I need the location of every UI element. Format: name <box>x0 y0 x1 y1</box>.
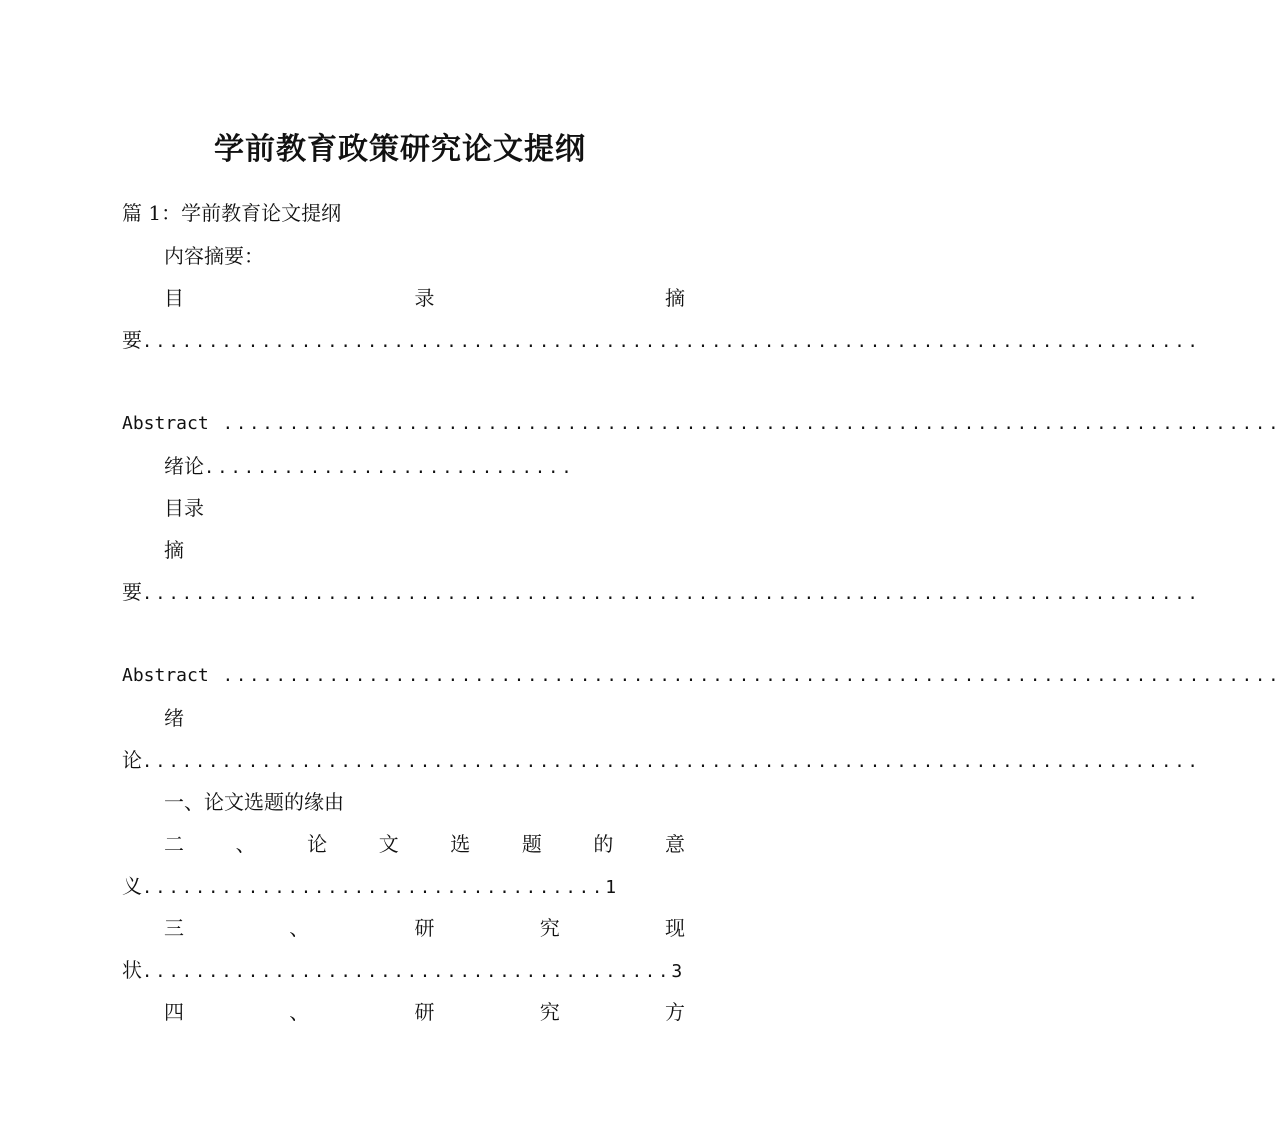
toc-char: 究 <box>539 916 560 940</box>
section-label: 篇 1：学前教育论文提纲 <box>122 201 342 225</box>
dot-leader: ............................ <box>204 458 575 478</box>
toc-entry-introduction <box>164 451 685 481</box>
toc-char: 、 <box>289 1000 310 1024</box>
page-number: 1 <box>605 877 617 898</box>
toc-item-2-spread <box>164 829 685 859</box>
dot-leader: ................................................................................ <box>142 584 1201 604</box>
toc-entry-label: 绪论 <box>164 454 204 478</box>
toc-char: 目 <box>164 286 184 310</box>
toc-char: 四 <box>164 1000 184 1024</box>
toc-entry-label: 要 <box>122 328 142 352</box>
toc-item-3-cont <box>122 955 685 985</box>
toc-char: 现 <box>665 916 685 940</box>
summary-label: 内容摘要： <box>164 244 264 268</box>
toc-item-3-spread <box>164 913 685 943</box>
toc-char: 文 <box>378 832 399 856</box>
toc-heading: 目录 <box>164 496 204 520</box>
toc-entry-label: 义 <box>122 874 142 898</box>
document-title: 学前教育政策研究论文提纲 <box>214 132 586 167</box>
toc-char: 、 <box>235 832 256 856</box>
toc-item-2-cont <box>122 871 685 901</box>
toc-char-xu: 绪 <box>164 706 184 730</box>
dot-leader: ................................... <box>142 878 606 898</box>
toc-char: 选 <box>450 832 471 856</box>
page-number: 3 <box>671 961 683 982</box>
toc-entry-label: 要 <box>122 580 142 604</box>
toc-entry-abstract <box>122 409 1282 439</box>
toc-char: 究 <box>539 1000 560 1024</box>
toc-item-4-spread <box>164 997 685 1027</box>
dot-leader: ................................................................................ <box>142 332 1201 352</box>
toc-entry-introduction-2 <box>122 745 1201 775</box>
toc-entry-label: 状 <box>122 958 142 982</box>
toc-char: 意 <box>664 832 685 856</box>
toc-char: 研 <box>414 1000 435 1024</box>
toc-char: 方 <box>665 1000 685 1024</box>
toc-entry-label: Abstract <box>122 665 209 686</box>
dot-leader: ................................................................................ <box>222 414 1282 434</box>
toc-heading-spread <box>164 283 685 313</box>
toc-char: 论 <box>307 832 328 856</box>
toc-char: 研 <box>414 916 435 940</box>
toc-char: 二 <box>164 832 184 856</box>
dot-leader: ................................................................................ <box>142 752 1201 772</box>
toc-char-zhai: 摘 <box>164 538 184 562</box>
dot-leader: ................................................................................ <box>222 666 1282 686</box>
toc-entry-label: 论 <box>122 748 142 772</box>
toc-entry-summary <box>122 325 1201 355</box>
toc-item-1: 一、论文选题的缘由 <box>164 790 344 814</box>
dot-leader: ........................................ <box>142 962 672 982</box>
toc-char: 录 <box>414 286 435 310</box>
toc-char: 题 <box>521 832 542 856</box>
toc-char: 的 <box>593 832 614 856</box>
toc-entry-abstract-2 <box>122 661 1282 691</box>
toc-entry-summary-2 <box>122 577 1201 607</box>
toc-entry-label: Abstract <box>122 413 209 434</box>
toc-char: 摘 <box>665 286 685 310</box>
toc-char: 、 <box>289 916 310 940</box>
toc-char: 三 <box>164 916 184 940</box>
